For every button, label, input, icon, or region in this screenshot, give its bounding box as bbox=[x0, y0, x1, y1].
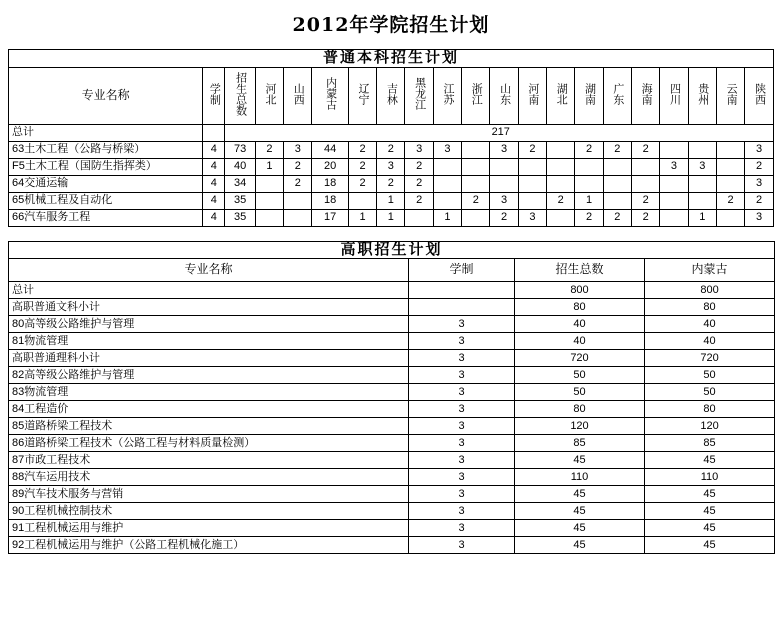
cell-yunnan bbox=[716, 158, 744, 175]
cell-years: 4 bbox=[203, 209, 225, 226]
cell-guangdong bbox=[603, 192, 631, 209]
cell-shanxi: 2 bbox=[284, 175, 312, 192]
cell-liaoning: 2 bbox=[348, 141, 376, 158]
undergrad-section-title-row bbox=[9, 50, 774, 68]
cell-hubei bbox=[547, 158, 575, 175]
vocational-plan-table bbox=[8, 241, 775, 555]
cell-total: 45 bbox=[515, 503, 645, 520]
cell-hainan: 2 bbox=[631, 141, 659, 158]
cell-henan: 2 bbox=[518, 141, 546, 158]
major-name: 80高等级公路维护与管理 bbox=[9, 316, 409, 333]
cell-yunnan bbox=[716, 175, 744, 192]
undergraduate-plan-table bbox=[8, 49, 774, 227]
cell-neimenggu: 80 bbox=[645, 299, 775, 316]
cell-total: 40 bbox=[515, 316, 645, 333]
table-row bbox=[9, 401, 775, 418]
table-row bbox=[9, 503, 775, 520]
cell-shandong: 2 bbox=[490, 209, 518, 226]
major-name: 89汽车技术服务与营销 bbox=[9, 486, 409, 503]
cell-henan: 3 bbox=[518, 209, 546, 226]
cell-jiangsu bbox=[433, 158, 461, 175]
cell-hebei: 1 bbox=[255, 158, 283, 175]
cell-neimenggu: 40 bbox=[645, 333, 775, 350]
cell-total: 800 bbox=[515, 282, 645, 299]
table-row bbox=[9, 316, 775, 333]
cell-total: 45 bbox=[515, 520, 645, 537]
table-row bbox=[9, 209, 774, 226]
page-title: 2012年学院招生计划 bbox=[292, 14, 490, 36]
cell-jiangsu: 3 bbox=[433, 141, 461, 158]
header-henan: 河南 bbox=[518, 67, 546, 124]
cell-total: 45 bbox=[515, 486, 645, 503]
cell-hebei: 2 bbox=[255, 141, 283, 158]
cell-hunan bbox=[575, 175, 603, 192]
major-name: 81物流管理 bbox=[9, 333, 409, 350]
cell-total: 35 bbox=[225, 209, 255, 226]
cell-zhejiang bbox=[462, 141, 490, 158]
table-row bbox=[9, 486, 775, 503]
header-neimenggu: 内蒙古 bbox=[312, 67, 348, 124]
major-name: F5土木工程（国防生指挥类） bbox=[9, 158, 203, 175]
cell-neimenggu: 18 bbox=[312, 192, 348, 209]
cell-jiangsu bbox=[433, 192, 461, 209]
header-sichuan: 四川 bbox=[660, 67, 688, 124]
cell-guizhou: 3 bbox=[688, 158, 716, 175]
undergrad-total-label: 总计 bbox=[9, 124, 203, 141]
major-name: 84工程造价 bbox=[9, 401, 409, 418]
cell-jilin: 1 bbox=[377, 192, 405, 209]
table-row bbox=[9, 452, 775, 469]
cell-years bbox=[409, 299, 515, 316]
cell-total: 45 bbox=[515, 452, 645, 469]
cell-years: 3 bbox=[409, 316, 515, 333]
cell-neimenggu: 45 bbox=[645, 486, 775, 503]
header-guangdong: 广东 bbox=[603, 67, 631, 124]
cell-years: 3 bbox=[409, 486, 515, 503]
cell-guizhou bbox=[688, 192, 716, 209]
cell-guangdong bbox=[603, 175, 631, 192]
header-hunan: 湖南 bbox=[575, 67, 603, 124]
cell-hainan: 2 bbox=[631, 192, 659, 209]
major-name: 87市政工程技术 bbox=[9, 452, 409, 469]
table-row bbox=[9, 520, 775, 537]
cell-years: 4 bbox=[203, 158, 225, 175]
table-row bbox=[9, 333, 775, 350]
table-row bbox=[9, 350, 775, 367]
cell-heilongjiang: 2 bbox=[405, 192, 433, 209]
cell-total: 34 bbox=[225, 175, 255, 192]
header-hainan: 海南 bbox=[631, 67, 659, 124]
undergrad-total-years bbox=[203, 124, 225, 141]
cell-neimenggu: 40 bbox=[645, 316, 775, 333]
major-name: 86道路桥梁工程技术（公路工程与材料质量检测） bbox=[9, 435, 409, 452]
cell-guizhou bbox=[688, 141, 716, 158]
header-shaanxi: 陕西 bbox=[745, 67, 774, 124]
cell-neimenggu: 45 bbox=[645, 452, 775, 469]
cell-years: 3 bbox=[409, 503, 515, 520]
header-hubei: 湖北 bbox=[547, 67, 575, 124]
cell-sichuan bbox=[660, 175, 688, 192]
undergrad-total-row bbox=[9, 124, 774, 141]
cell-years: 3 bbox=[409, 520, 515, 537]
cell-yunnan bbox=[716, 141, 744, 158]
major-name: 63土木工程（公路与桥梁） bbox=[9, 141, 203, 158]
header-total: 招生总数 bbox=[225, 67, 255, 124]
cell-hebei bbox=[255, 192, 283, 209]
cell-guangdong: 2 bbox=[603, 209, 631, 226]
cell-total: 80 bbox=[515, 299, 645, 316]
cell-neimenggu: 110 bbox=[645, 469, 775, 486]
major-name: 64交通运输 bbox=[9, 175, 203, 192]
cell-neimenggu: 800 bbox=[645, 282, 775, 299]
table-row bbox=[9, 141, 774, 158]
cell-total: 50 bbox=[515, 384, 645, 401]
cell-hainan bbox=[631, 158, 659, 175]
cell-jiangsu bbox=[433, 175, 461, 192]
cell-neimenggu: 720 bbox=[645, 350, 775, 367]
major-name: 90工程机械控制技术 bbox=[9, 503, 409, 520]
cell-total: 110 bbox=[515, 469, 645, 486]
cell-years bbox=[409, 282, 515, 299]
cell-hubei bbox=[547, 141, 575, 158]
cell-zhejiang: 2 bbox=[462, 192, 490, 209]
cell-sichuan: 3 bbox=[660, 158, 688, 175]
cell-neimenggu: 50 bbox=[645, 367, 775, 384]
major-name: 66汽车服务工程 bbox=[9, 209, 203, 226]
cell-hubei bbox=[547, 209, 575, 226]
cell-hubei bbox=[547, 175, 575, 192]
cell-sichuan bbox=[660, 209, 688, 226]
cell-years: 4 bbox=[203, 175, 225, 192]
cell-hunan: 2 bbox=[575, 141, 603, 158]
cell-shandong: 3 bbox=[490, 192, 518, 209]
cell-total: 80 bbox=[515, 401, 645, 418]
header-neimenggu: 内蒙古 bbox=[645, 259, 775, 282]
major-name: 92工程机械运用与维护（公路工程机械化施工） bbox=[9, 537, 409, 554]
major-name: 高职普通理科小计 bbox=[9, 350, 409, 367]
cell-guizhou: 1 bbox=[688, 209, 716, 226]
cell-years: 3 bbox=[409, 367, 515, 384]
cell-shandong bbox=[490, 175, 518, 192]
cell-neimenggu: 45 bbox=[645, 520, 775, 537]
undergrad-header-row bbox=[9, 67, 774, 124]
cell-jilin: 1 bbox=[377, 209, 405, 226]
vocational-section-title: 高职招生计划 bbox=[9, 241, 775, 259]
cell-shanxi bbox=[284, 192, 312, 209]
cell-neimenggu: 80 bbox=[645, 401, 775, 418]
vocational-header-row bbox=[9, 259, 775, 282]
cell-neimenggu: 50 bbox=[645, 384, 775, 401]
cell-neimenggu: 120 bbox=[645, 418, 775, 435]
major-name: 82高等级公路维护与管理 bbox=[9, 367, 409, 384]
table-row bbox=[9, 175, 774, 192]
cell-zhejiang bbox=[462, 175, 490, 192]
table-row bbox=[9, 435, 775, 452]
cell-heilongjiang: 2 bbox=[405, 175, 433, 192]
header-major-name: 专业名称 bbox=[9, 67, 203, 124]
cell-guangdong bbox=[603, 158, 631, 175]
undergrad-section-title: 普通本科招生计划 bbox=[9, 50, 774, 68]
cell-heilongjiang: 2 bbox=[405, 158, 433, 175]
cell-yunnan: 2 bbox=[716, 192, 744, 209]
cell-shaanxi: 3 bbox=[745, 141, 774, 158]
cell-shaanxi: 3 bbox=[745, 175, 774, 192]
cell-jilin: 2 bbox=[377, 141, 405, 158]
cell-shanxi: 2 bbox=[284, 158, 312, 175]
cell-guangdong: 2 bbox=[603, 141, 631, 158]
cell-years: 3 bbox=[409, 537, 515, 554]
table-row bbox=[9, 299, 775, 316]
cell-henan bbox=[518, 192, 546, 209]
cell-hebei bbox=[255, 209, 283, 226]
header-jiangsu: 江苏 bbox=[433, 67, 461, 124]
major-name: 65机械工程及自动化 bbox=[9, 192, 203, 209]
cell-neimenggu: 44 bbox=[312, 141, 348, 158]
header-major-name: 专业名称 bbox=[9, 259, 409, 282]
table-spacer bbox=[8, 227, 774, 241]
cell-heilongjiang bbox=[405, 209, 433, 226]
cell-neimenggu: 20 bbox=[312, 158, 348, 175]
cell-shanxi bbox=[284, 209, 312, 226]
cell-shaanxi: 3 bbox=[745, 209, 774, 226]
cell-zhejiang bbox=[462, 158, 490, 175]
cell-total: 73 bbox=[225, 141, 255, 158]
cell-henan bbox=[518, 158, 546, 175]
cell-total: 85 bbox=[515, 435, 645, 452]
cell-jilin: 2 bbox=[377, 175, 405, 192]
cell-years: 3 bbox=[409, 401, 515, 418]
cell-neimenggu: 45 bbox=[645, 503, 775, 520]
header-yunnan: 云南 bbox=[716, 67, 744, 124]
cell-shandong bbox=[490, 158, 518, 175]
cell-years: 3 bbox=[409, 452, 515, 469]
header-jilin: 吉林 bbox=[377, 67, 405, 124]
cell-years: 4 bbox=[203, 192, 225, 209]
cell-neimenggu: 45 bbox=[645, 537, 775, 554]
table-row bbox=[9, 384, 775, 401]
header-guizhou: 贵州 bbox=[688, 67, 716, 124]
cell-guizhou bbox=[688, 175, 716, 192]
header-years: 学制 bbox=[203, 67, 225, 124]
cell-years: 3 bbox=[409, 469, 515, 486]
cell-years: 3 bbox=[409, 418, 515, 435]
table-row bbox=[9, 469, 775, 486]
cell-shandong: 3 bbox=[490, 141, 518, 158]
cell-zhejiang bbox=[462, 209, 490, 226]
header-years: 学制 bbox=[409, 259, 515, 282]
cell-yunnan bbox=[716, 209, 744, 226]
cell-total: 120 bbox=[515, 418, 645, 435]
cell-liaoning bbox=[348, 192, 376, 209]
cell-neimenggu: 17 bbox=[312, 209, 348, 226]
cell-hunan: 2 bbox=[575, 209, 603, 226]
header-shanxi: 山西 bbox=[284, 67, 312, 124]
cell-hunan: 1 bbox=[575, 192, 603, 209]
cell-hainan: 2 bbox=[631, 209, 659, 226]
major-name: 总计 bbox=[9, 282, 409, 299]
cell-total: 720 bbox=[515, 350, 645, 367]
table-row bbox=[9, 158, 774, 175]
header-shandong: 山东 bbox=[490, 67, 518, 124]
cell-shanxi: 3 bbox=[284, 141, 312, 158]
cell-hubei: 2 bbox=[547, 192, 575, 209]
header-heilongjiang: 黑龙江 bbox=[405, 67, 433, 124]
cell-neimenggu: 85 bbox=[645, 435, 775, 452]
cell-total: 40 bbox=[515, 333, 645, 350]
cell-years: 3 bbox=[409, 333, 515, 350]
cell-liaoning: 2 bbox=[348, 158, 376, 175]
table-row bbox=[9, 192, 774, 209]
cell-sichuan bbox=[660, 141, 688, 158]
cell-years: 3 bbox=[409, 384, 515, 401]
table-row bbox=[9, 537, 775, 554]
undergrad-total-value: 217 bbox=[225, 124, 774, 141]
cell-hunan bbox=[575, 158, 603, 175]
cell-henan bbox=[518, 175, 546, 192]
cell-liaoning: 2 bbox=[348, 175, 376, 192]
header-total: 招生总数 bbox=[515, 259, 645, 282]
cell-hainan bbox=[631, 175, 659, 192]
cell-total: 40 bbox=[225, 158, 255, 175]
major-name: 高职普通文科小计 bbox=[9, 299, 409, 316]
cell-shaanxi: 2 bbox=[745, 158, 774, 175]
cell-shaanxi: 2 bbox=[745, 192, 774, 209]
cell-hebei bbox=[255, 175, 283, 192]
header-hebei: 河北 bbox=[255, 67, 283, 124]
major-name: 83物流管理 bbox=[9, 384, 409, 401]
cell-years: 3 bbox=[409, 350, 515, 367]
cell-sichuan bbox=[660, 192, 688, 209]
major-name: 91工程机械运用与维护 bbox=[9, 520, 409, 537]
header-liaoning: 辽宁 bbox=[348, 67, 376, 124]
vocational-section-title-row bbox=[9, 241, 775, 259]
table-row bbox=[9, 367, 775, 384]
major-name: 88汽车运用技术 bbox=[9, 469, 409, 486]
table-row bbox=[9, 282, 775, 299]
cell-total: 45 bbox=[515, 537, 645, 554]
cell-liaoning: 1 bbox=[348, 209, 376, 226]
cell-heilongjiang: 3 bbox=[405, 141, 433, 158]
cell-total: 50 bbox=[515, 367, 645, 384]
header-zhejiang: 浙江 bbox=[462, 67, 490, 124]
cell-total: 35 bbox=[225, 192, 255, 209]
table-row bbox=[9, 418, 775, 435]
cell-years: 4 bbox=[203, 141, 225, 158]
major-name: 85道路桥梁工程技术 bbox=[9, 418, 409, 435]
cell-jiangsu: 1 bbox=[433, 209, 461, 226]
cell-jilin: 3 bbox=[377, 158, 405, 175]
cell-neimenggu: 18 bbox=[312, 175, 348, 192]
cell-years: 3 bbox=[409, 435, 515, 452]
